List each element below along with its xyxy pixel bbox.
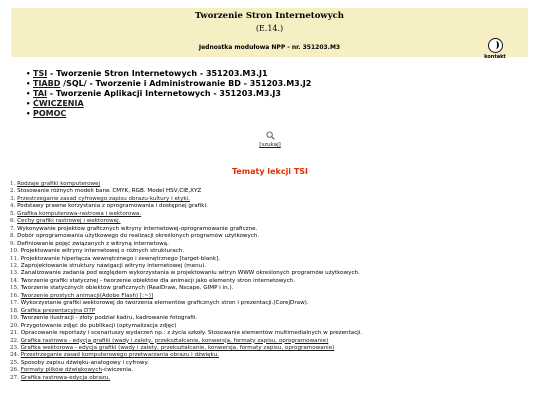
lesson-item <box>10 196 535 203</box>
lesson-number: 12. <box>10 262 19 269</box>
lesson-number: 23. <box>10 344 19 351</box>
magnifier-icon[interactable] <box>266 131 275 140</box>
lesson-link[interactable]: Formaty plików dźwiękowych <box>20 367 102 374</box>
lesson-item <box>10 338 535 345</box>
lesson-link[interactable]: Grafika prezentacyjna DTP <box>20 307 96 314</box>
contact-icon <box>488 38 503 53</box>
menu-item-tiabd <box>26 79 311 89</box>
lesson-text: Zanalizowanie zadania pod względem wykorzystania w projektowaniu witryn WWW określonych programów użytkowych. <box>20 270 360 277</box>
search-widget <box>258 131 282 148</box>
site-title: Tworzenie Stron Internetowych <box>195 11 344 21</box>
lesson-item <box>10 248 535 255</box>
lesson-text: Opracowanie reportaży i scenariuszy wydarzeń np.: z życia szkoły. Stosowanie elementów multimedialnych w prezentacji. <box>20 330 363 337</box>
lesson-link[interactable]: Grafika rastrowa-edycja obrazu. <box>20 374 111 381</box>
lesson-text: Tworzenie grafiki statycznej - tworzenie obiektów dla animacji jako elementy stron internetowych. <box>20 277 295 284</box>
lesson-text: Przygotowanie zdjęć do publikacji (optymalizacja zdjęć) <box>20 322 177 329</box>
lesson-item <box>10 330 535 337</box>
lesson-link[interactable]: Rodzaje grafiki komputerowej <box>17 181 101 187</box>
menu-item-pomoc <box>26 109 311 119</box>
lesson-number: 27. <box>10 374 19 381</box>
lesson-item <box>10 300 535 307</box>
lesson-text: Dobór oprogramowania użytkowego do realizacji określonych programów użytkowych. <box>17 233 260 240</box>
lesson-link[interactable]: Tworzenie prostych animacji(Adobe Flash) [:~)] <box>20 292 154 299</box>
lesson-text: Stosowanie różnych modeli barw. CMYK, RGB. Model HSV,CIE,XYZ <box>17 188 202 195</box>
menu-link-tiabd[interactable]: TIABD <box>33 79 61 88</box>
lesson-number: 3. <box>10 195 16 202</box>
lesson-number: 22. <box>10 337 19 344</box>
lesson-number: 7. <box>10 225 16 232</box>
search-link[interactable]: [szukaj] <box>259 142 281 148</box>
lesson-item <box>10 226 535 233</box>
menu-link-pomoc[interactable]: POMOC <box>33 109 67 118</box>
lesson-number: 21. <box>10 330 19 337</box>
lesson-item <box>10 241 535 248</box>
lesson-link[interactable]: Przestrzeganie zasad cyfrowego zapisu obrazu-kultury i etyki. <box>17 195 190 202</box>
menu-link-tsi[interactable]: TSI <box>33 69 48 78</box>
lesson-item <box>10 285 535 292</box>
lesson-number: 11. <box>10 255 19 262</box>
lesson-text: Projektowanie witryny internetowej o różnych strukturach. <box>20 248 185 255</box>
lesson-text: Projektowanie hiperłącza wewnętrznego i zewnętrznego [target-blank]. <box>20 255 221 262</box>
lesson-number: 4. <box>10 203 16 210</box>
lesson-item <box>10 315 535 322</box>
lesson-number: 19. <box>10 315 19 322</box>
lesson-item <box>10 233 535 240</box>
lesson-item <box>10 360 535 367</box>
lesson-number: 17. <box>10 300 19 307</box>
menu-link-tai[interactable]: TAI <box>33 89 48 98</box>
contact-button[interactable] <box>480 38 510 60</box>
menu-desc-tiabd: /SQL/ - Tworzenie i Administrowanie BD - 351203.M3.J2 <box>60 79 312 88</box>
lesson-item <box>10 367 535 374</box>
lesson-number: 14. <box>10 277 19 284</box>
menu-item-tsi <box>26 69 311 79</box>
lesson-text: Podstawy prawne korzystania z oprogramowania i dostępnej grafiki. <box>17 203 208 210</box>
lesson-item <box>10 345 535 352</box>
lesson-number: 1. <box>10 181 16 187</box>
lesson-number: 26. <box>10 367 19 374</box>
lesson-number: 9. <box>10 240 16 247</box>
lesson-number: 6. <box>10 218 16 225</box>
lessons-title: Tematy lekcji TSI <box>231 167 309 176</box>
lesson-number: 13. <box>10 270 19 277</box>
lesson-number: 2. <box>10 188 16 195</box>
lesson-link[interactable]: Przestrzeganie zasad komputerowego przetwarzania obrazu i dźwięku. <box>20 352 219 359</box>
lesson-number: 18. <box>10 307 19 314</box>
lesson-link[interactable]: Grafika rastrowa - edycja grafiki (wady i zalety, przekształcanie, konwersja, formaty zapisu, oprogramowanie) <box>20 337 329 344</box>
lesson-text: Wykorzystanie grafiki wektorowej do tworzenia elementów graficznych stron i prezentacji.(CorejDraw). <box>20 300 309 307</box>
lesson-number: 25. <box>10 359 19 366</box>
lesson-number: 15. <box>10 285 19 292</box>
lesson-link[interactable]: Grafika komputerowa-rastrowa i wektorowa. <box>17 210 142 217</box>
lesson-text: Tworzenie ilustracji - złoty podział kadru, kadrowanie fotografii. <box>20 315 198 322</box>
main-menu <box>26 69 311 119</box>
lesson-link[interactable]: Cechy grafiki rastrowej i wektorowej. <box>17 218 121 225</box>
lesson-item <box>10 188 535 195</box>
lesson-item <box>10 308 535 315</box>
lesson-item <box>10 293 535 300</box>
lesson-number: 10. <box>10 248 19 255</box>
menu-link-cwiczenia[interactable]: ĆWICZENIA <box>33 99 84 108</box>
unit-number: Jednostka modułowa NPP - nr. 351203.M3 <box>198 44 341 51</box>
exam-code: (E.14.) <box>255 24 284 33</box>
lesson-suffix: -ćwiczenia. <box>102 367 133 374</box>
lesson-number: 24. <box>10 352 19 359</box>
menu-item-tai <box>26 89 311 99</box>
menu-item-cwiczenia <box>26 99 311 109</box>
lesson-link[interactable]: Grafika wektorowa - edycja grafiki (wady i zalety, przekształcanie, konwersja, formaty zapisu, oprogramowanie) <box>20 344 335 351</box>
lesson-text: Definiowanie pojęć związanych z witryną internetową. <box>17 240 169 247</box>
lesson-item <box>10 375 535 382</box>
lesson-number: 16. <box>10 292 19 299</box>
lesson-item <box>10 203 535 210</box>
lesson-item <box>10 352 535 359</box>
menu-desc-tai: - Tworzenie Aplikacji Internetowych - 351203.M3.J3 <box>47 89 281 98</box>
lesson-text: Zaprojektowanie struktury nawigacji witryny internetowej (menu). <box>20 262 207 269</box>
header-banner <box>11 8 528 60</box>
lesson-item <box>10 323 535 330</box>
lesson-item <box>10 263 535 270</box>
lesson-text: Sposoby zapisu dźwięku-analogowy i cyfrowy. <box>20 359 149 366</box>
lesson-item <box>10 211 535 218</box>
menu-desc-tsi: - Tworzenie Stron Internetowych - 351203.M3.J1 <box>47 69 268 78</box>
lesson-number: 8. <box>10 233 16 240</box>
lesson-item <box>10 278 535 285</box>
lesson-number: 5. <box>10 210 16 217</box>
lesson-item <box>10 218 535 225</box>
lesson-item <box>10 181 535 188</box>
lesson-text: Wykonywanie projektów graficznych witryny internetowej-oprogramowanie graficzne. <box>17 225 258 232</box>
lessons-list <box>10 181 535 382</box>
contact-label: kontakt <box>484 54 506 60</box>
lesson-item <box>10 270 535 277</box>
lesson-item <box>10 256 535 263</box>
lesson-number: 20. <box>10 322 19 329</box>
lesson-text: Tworzenie statycznych obiektów graficznych (RealDraw, Nscape, GIMP i in.). <box>20 285 234 292</box>
